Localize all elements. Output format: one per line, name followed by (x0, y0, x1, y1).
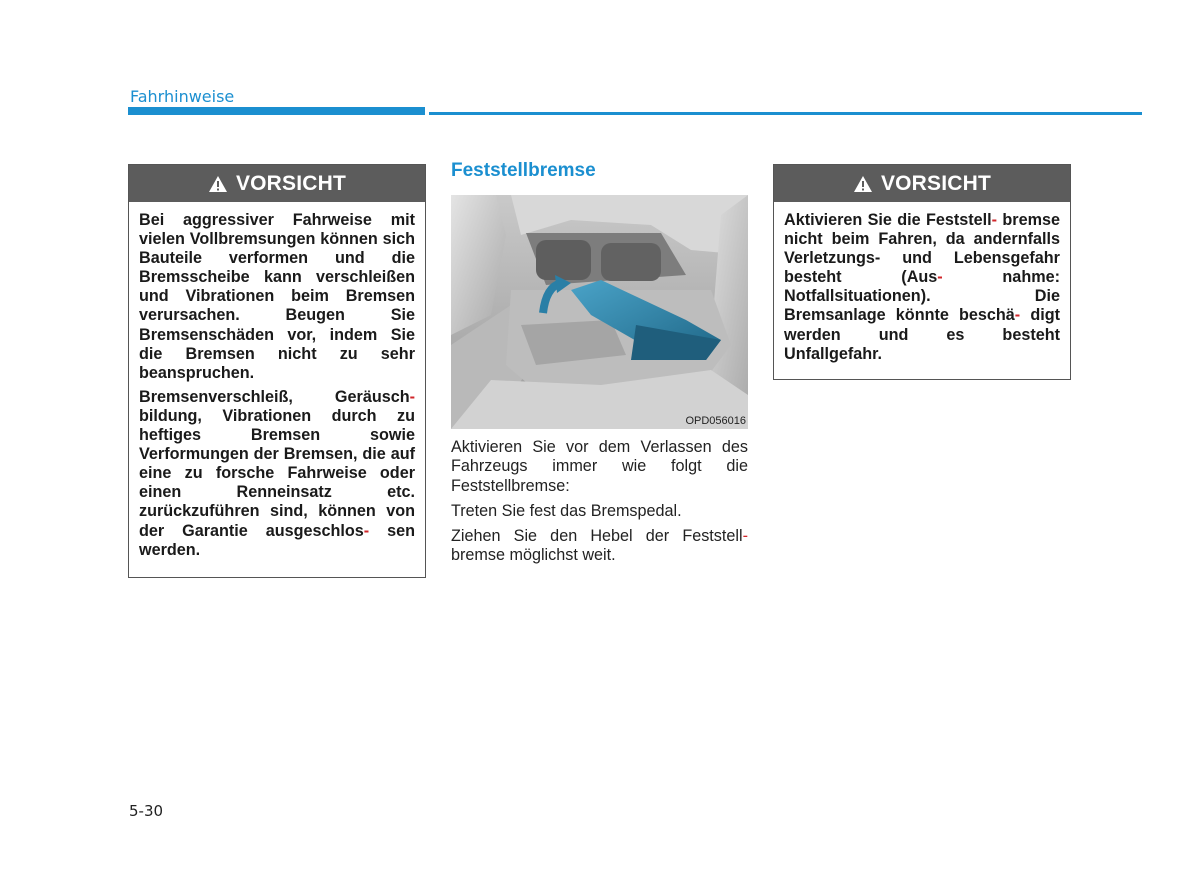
instruction-paragraph: Treten Sie fest das Bremspedal. (451, 501, 682, 520)
caution-title: VORSICHT (235, 171, 347, 195)
instruction-paragraph: Aktivieren Sie vor dem Verlassen des Fahrzeugs immer wie folgt die Feststellbremse: (451, 438, 748, 495)
caution-box-right (773, 164, 1071, 380)
caution-paragraph: Aktivieren Sie die Feststell- bremse nicht beim Fahren, da andernfalls Verletzungs- und Lebensgefahr besteht (Aus- nahme: Notfallsituationen). Die Bremsanlage könnte beschä- digt werden und es besteht Unfallgefahr. (784, 211, 1060, 363)
section-heading: Feststellbremse (451, 160, 596, 181)
header-rule (429, 112, 1142, 115)
warning-triangle-icon (853, 175, 873, 193)
caution-title: VORSICHT (880, 171, 992, 195)
section-title: Fahrhinweise (130, 87, 235, 106)
warning-triangle-icon (208, 175, 228, 193)
instructions-text (451, 438, 748, 572)
caution-box-left (128, 164, 426, 578)
caution-body (129, 202, 425, 572)
caution-header (129, 165, 425, 202)
parking-brake-photo (451, 195, 748, 429)
header-accent-bar (128, 107, 425, 115)
caution-body (774, 202, 1070, 376)
caution-paragraph: Bremsenverschleiß, Geräusch- bildung, Vibrationen durch zu heftiges Bremsen sowie Verformungen der Bremsen, die auf eine zu forsche Fahrweise oder einen Renneinsatz etc. zurückzuführen sind, können von der Garantie ausgeschlos- sen werden. (139, 387, 415, 559)
image-code: OPD056016 (685, 415, 746, 427)
page-number: 5-30 (129, 802, 164, 820)
caution-header (774, 165, 1070, 202)
caution-paragraph: Bei aggressiver Fahrweise mit vielen Vollbremsungen können sich Bauteile verformen und die Bremsscheibe kann verschleißen und Vibrationen beim Bremsen verursachen. Beugen Sie Bremsenschäden vor, indem Sie die Bremsen nicht zu sehr beanspruchen. (139, 211, 415, 382)
instruction-paragraph: Ziehen Sie den Hebel der Feststell- bremse möglichst weit. (451, 527, 748, 565)
